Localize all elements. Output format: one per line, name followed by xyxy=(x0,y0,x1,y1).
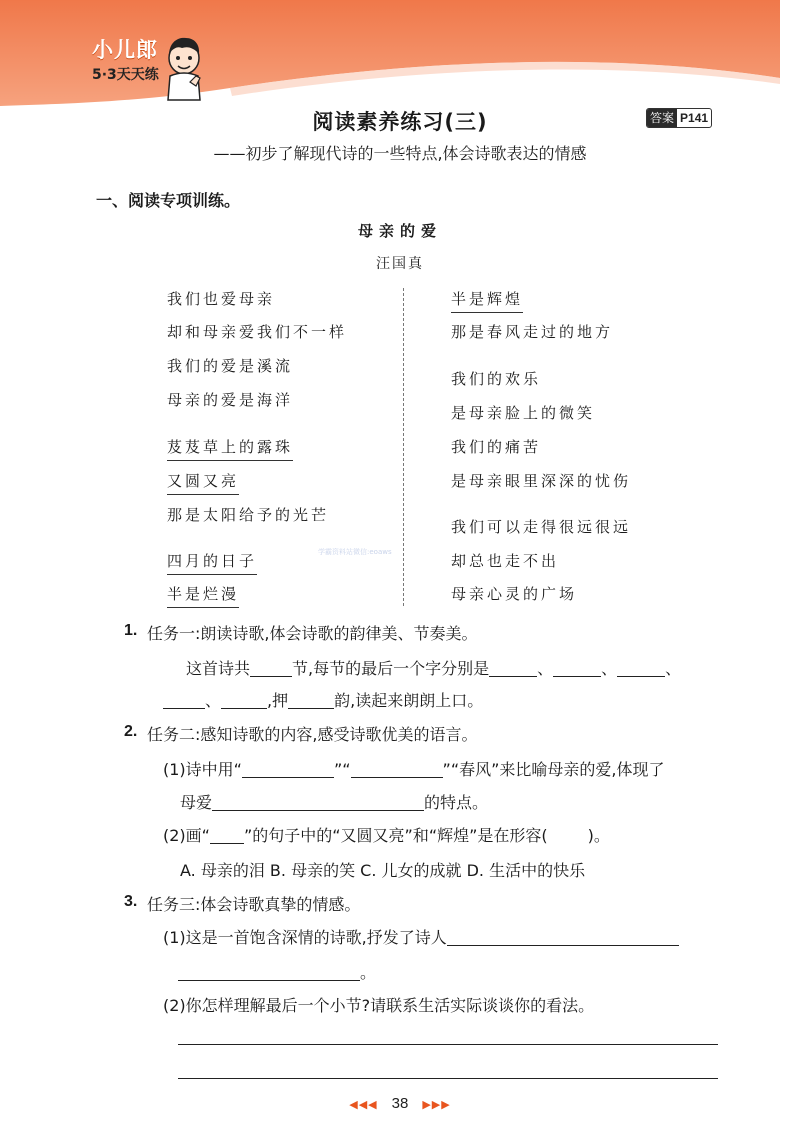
poem-line: 我们的欢乐 xyxy=(451,370,542,388)
text: (1)诗中用“ xyxy=(163,760,242,779)
text: (2)画“ xyxy=(163,826,210,845)
answer-blank[interactable] xyxy=(553,660,601,677)
text: ”“春风”来比喻母亲的爱,体现了 xyxy=(442,760,665,779)
text: 这首诗共 xyxy=(186,659,251,678)
page-footer xyxy=(0,1094,800,1112)
text: 节,每节的最后一个字分别是 xyxy=(292,659,490,678)
question-2-text: 任务二:感知诗歌的内容,感受诗歌优美的语言。 xyxy=(147,725,478,744)
watermark-text: 学霸资料站微信:eoaws xyxy=(318,548,392,556)
poem-line-underlined: 芨芨草上的露珠 xyxy=(167,436,293,461)
question-3-text: 任务三:体会诗歌真挚的情感。 xyxy=(147,895,361,914)
text: 、 xyxy=(601,659,618,678)
answer-blank[interactable] xyxy=(250,660,292,677)
question-3-part-1-cont xyxy=(178,960,376,983)
poem-line-underlined: 半是烂漫 xyxy=(167,583,239,608)
text: 、 xyxy=(537,659,554,678)
poem-line: 我们也爱母亲 xyxy=(167,290,276,308)
answer-blank[interactable] xyxy=(447,929,679,946)
answer-blank[interactable] xyxy=(212,794,424,811)
text: ”“ xyxy=(333,760,351,779)
poem-line: 我们的爱是溪流 xyxy=(167,357,294,375)
poem-line-underlined: 又圆又亮 xyxy=(167,470,239,495)
page-title: 阅读素养练习(三) xyxy=(312,110,488,134)
poem-line: 那是太阳给予的光芒 xyxy=(167,506,330,524)
answer-writing-line[interactable] xyxy=(178,1078,718,1079)
question-3-part-2: (2)你怎样理解最后一个小节?请联系生活实际谈谈你的看法。 xyxy=(163,996,595,1015)
question-number: 2. xyxy=(124,723,138,740)
page-number: 38 xyxy=(391,1095,409,1112)
text: 、 xyxy=(205,691,222,710)
brand-subtitle: 5·3天天练 xyxy=(92,67,159,83)
answer-blank[interactable] xyxy=(617,660,665,677)
poem-line-underlined: 四月的日子 xyxy=(167,550,257,575)
text: ,押 xyxy=(267,691,289,710)
poem-title: 母亲的爱 xyxy=(357,222,442,240)
answer-blank[interactable] xyxy=(178,964,360,981)
answer-tag-page: P141 xyxy=(680,111,709,125)
answer-writing-line[interactable] xyxy=(178,1044,718,1045)
answer-page-tag xyxy=(646,108,712,128)
answer-blank[interactable] xyxy=(221,692,267,709)
answer-blank[interactable] xyxy=(242,761,334,778)
section-heading: 一、阅读专项训练。 xyxy=(96,191,241,210)
footer-arrows-right-icon: ▶▶▶ xyxy=(422,1098,451,1111)
question-2-part-1-cont xyxy=(180,790,488,813)
question-2-options: A. 母亲的泪 B. 母亲的笑 C. 儿女的成就 D. 生活中的快乐 xyxy=(180,861,586,880)
page-subtitle: ——初步了解现代诗的一些特点,体会诗歌表达的情感 xyxy=(213,144,587,163)
text: 。 xyxy=(360,963,377,982)
question-number: 3. xyxy=(124,893,138,910)
text: 的特点。 xyxy=(424,793,489,812)
poem-line: 母亲心灵的广场 xyxy=(451,585,578,603)
poem-line: 那是春风走过的地方 xyxy=(451,323,614,341)
poem-line: 母亲的爱是海洋 xyxy=(167,391,294,409)
brand-logo-text: 小儿郎 xyxy=(92,38,158,62)
answer-blank[interactable] xyxy=(210,827,244,844)
poem-line-underlined: 半是辉煌 xyxy=(451,288,523,313)
poem-line: 我们的痛苦 xyxy=(451,438,542,456)
poem-line: 却总也走不出 xyxy=(451,552,560,570)
poem-author: 汪国真 xyxy=(376,256,424,272)
text: (1)这是一首饱含深情的诗歌,抒发了诗人 xyxy=(163,928,447,947)
answer-blank[interactable] xyxy=(288,692,334,709)
text: )。 xyxy=(587,826,610,845)
poem-line: 却和母亲爱我们不一样 xyxy=(167,323,348,341)
answer-tag-key: 答案 xyxy=(647,109,677,127)
question-1-line-1 xyxy=(186,656,681,679)
question-3-part-1 xyxy=(163,925,679,948)
text: 韵,读起来朗朗上口。 xyxy=(334,691,484,710)
poem-line: 我们可以走得很远很远 xyxy=(451,518,632,536)
question-1-line-2 xyxy=(163,688,483,711)
question-1-text: 任务一:朗读诗歌,体会诗歌的韵律美、节奏美。 xyxy=(147,624,478,643)
answer-blank[interactable] xyxy=(489,660,537,677)
poem-column-divider xyxy=(403,288,404,606)
question-2-part-1 xyxy=(163,757,665,780)
mascot-boy-icon xyxy=(160,34,208,102)
question-2-part-2 xyxy=(163,823,610,846)
footer-arrows-left-icon: ◀◀◀ xyxy=(349,1098,378,1111)
question-number: 1. xyxy=(124,622,138,639)
poem-line: 是母亲眼里深深的忧伤 xyxy=(451,472,632,490)
answer-blank[interactable] xyxy=(163,692,205,709)
answer-blank[interactable] xyxy=(351,761,443,778)
text: 母爱 xyxy=(180,793,213,812)
text: 、 xyxy=(665,659,682,678)
text: ”的句子中的“又圆又亮”和“辉煌”是在形容( xyxy=(243,826,548,845)
poem-line: 是母亲脸上的微笑 xyxy=(451,404,596,422)
